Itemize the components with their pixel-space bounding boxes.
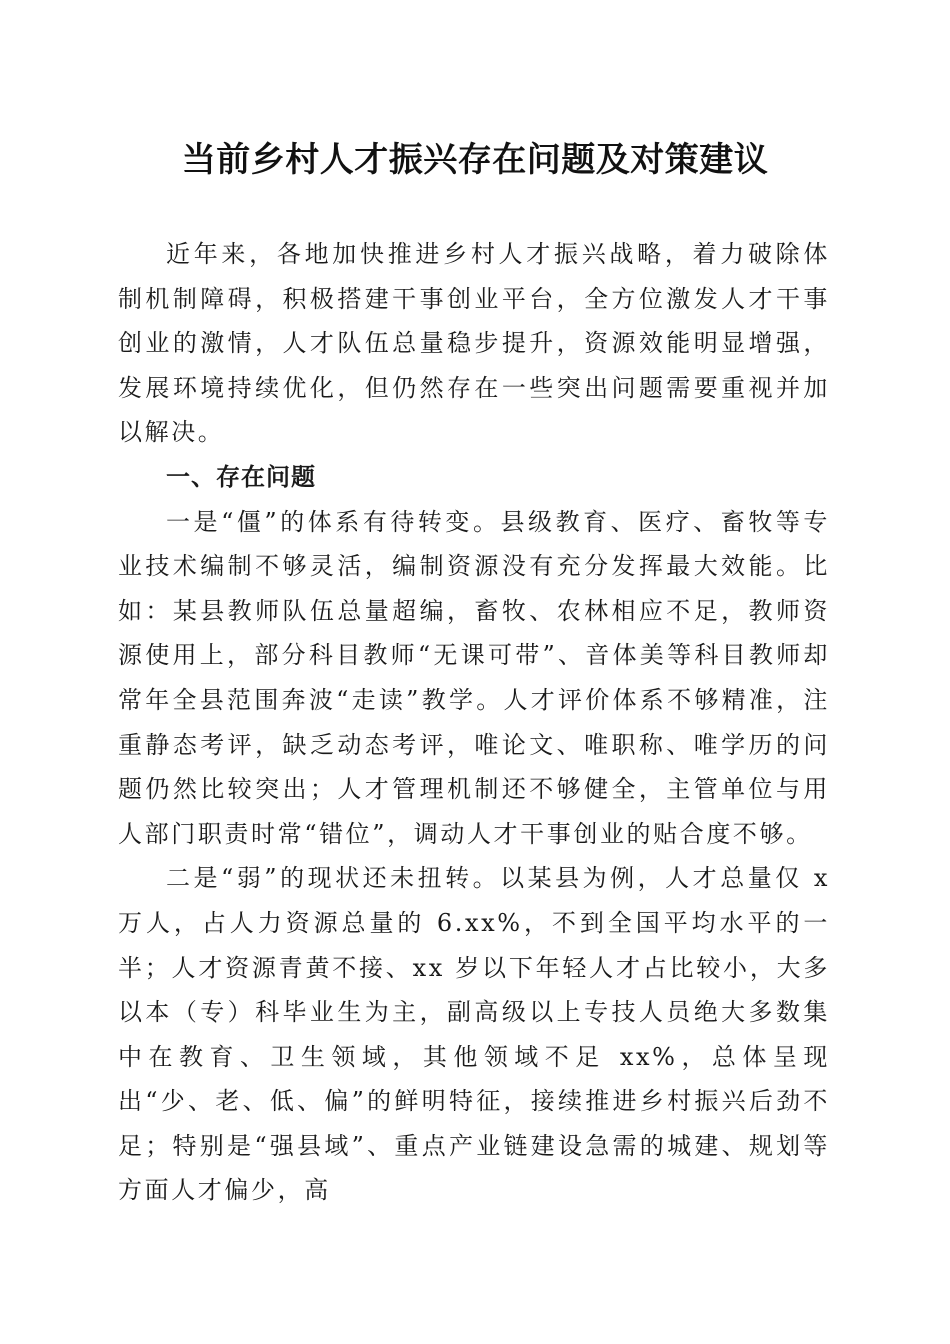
document-title: 当前乡村人才振兴存在问题及对策建议 <box>181 140 769 180</box>
problem-one-paragraph: 一是“僵”的体系有待转变。县级教育、医疗、畜牧等专业技术编制不够灵活，编制资源没有充分发挥最大效能。比如：某县教师队伍总量超编，畜牧、农林相应不足，教师资源使用上，部分科目教师“无课可带”、音体美等科目教师却常年全县范围奔波“走读”教学。人才评价体系不够精准，注重静态考评，缺乏动态考评，唯论文、唯职称、唯学历的问题仍然比较突出；人才管理机制还不够健全，主管单位与用人部门职责时常“错位”，调动人才干事创业的贴合度不够。 <box>118 507 830 848</box>
intro-paragraph: 近年来，各地加快推进乡村人才振兴战略，着力破除体制机制障碍，积极搭建干事创业平台，全方位激发人才干事创业的激情，人才队伍总量稳步提升，资源效能明显增强，发展环境持续优化，但仍然存在一些突出问题需要重视并加以解决。 <box>118 240 830 447</box>
section-heading: 一、存在问题 <box>166 462 316 491</box>
problem-two-paragraph: 二是“弱”的现状还未扭转。以某县为例，人才总量仅 x 万人，占人力资源总量的 6.xx%，不到全国平均水平的一半；人才资源青黄不接、xx 岁以下年轻人才占比较小，大多以本（专）科毕业生为主，副高级以上专技人员绝大多数集中在教育、卫生领域，其他领域不足 xx%，总体呈现出“少、老、低、偏”的鲜明特征，接续推进乡村振兴后劲不足；特别是“强县域”、重点产业链建设急需的城建、规划等方面人才偏少，高 <box>118 864 830 1205</box>
document-body <box>118 232 830 1213</box>
